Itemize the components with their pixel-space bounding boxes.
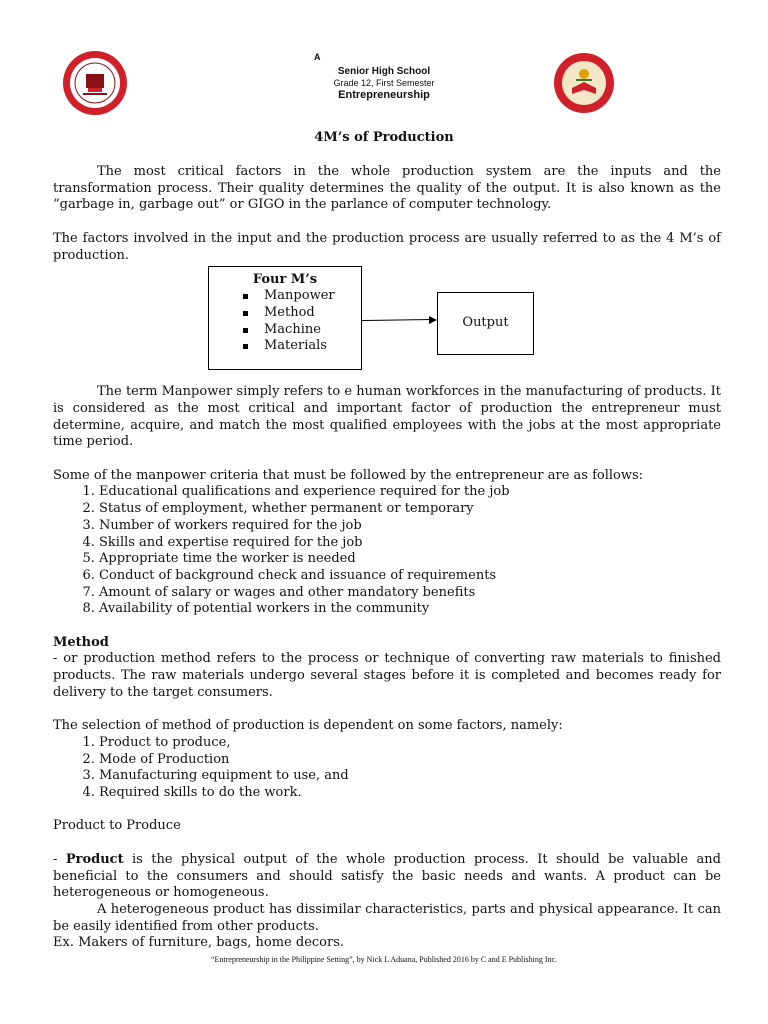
manpower-criteria-intro: Some of the manpower criteria that must be followed by the entrepreneur are as follows: bbox=[53, 467, 644, 483]
product-dash: - bbox=[53, 851, 66, 867]
method-heading: Method bbox=[53, 634, 109, 650]
product-example: Ex. Makers of furniture, bags, home decors. bbox=[53, 935, 345, 951]
method-factors-intro: The selection of method of production is dependent on some factors, namely: bbox=[53, 718, 563, 734]
method-factors-list bbox=[53, 735, 721, 802]
list-item: 1. Educational qualifications and experience required for the job bbox=[99, 484, 721, 501]
heterogeneous-paragraph: A heterogeneous product has dissimilar characteristics, parts and physical appearance. It can be easily identified from other products. bbox=[53, 901, 721, 934]
manpower-criteria-list bbox=[53, 484, 721, 618]
school-seal-left bbox=[50, 50, 140, 116]
list-item: 3. Manufacturing equipment to use, and bbox=[99, 768, 721, 785]
four-ms-box-title: Four M’s bbox=[252, 272, 318, 288]
list-item: 1. Product to produce, bbox=[99, 735, 721, 752]
list-item: 2. Status of employment, whether permanent or temporary bbox=[99, 501, 721, 518]
product-term: Product bbox=[65, 851, 124, 867]
four-ms-diagram bbox=[53, 264, 721, 384]
arrow-head-icon bbox=[429, 316, 437, 324]
list-item: 7. Amount of salary or wages and other mandatory benefits bbox=[99, 585, 721, 602]
header-mark: A bbox=[314, 52, 321, 62]
deped-seal-right bbox=[539, 50, 629, 116]
arrow-line bbox=[362, 319, 432, 321]
four-ms-item: Manpower bbox=[209, 288, 361, 305]
product-paragraph bbox=[53, 852, 721, 902]
manpower-paragraph: The term Manpower simply refers to e human workforces in the manufacturing of products. It is considered as the most critical and important factor of production the entrepreneur must determine, acquire, and match the most qualified employees with the jobs at the most appropriate time period. bbox=[53, 384, 721, 450]
four-ms-box bbox=[208, 266, 362, 370]
four-ms-item: Machine bbox=[209, 322, 361, 339]
list-item: 3. Number of workers required for the job bbox=[99, 518, 721, 535]
product-definition: is the physical output of the whole production process. It should be valuable and beneficial to the consumers and should satisfy the basic needs and wants. A product can be heterogeneous or homogeneous. bbox=[53, 851, 721, 901]
list-item: 6. Conduct of background check and issuance of requirements bbox=[99, 568, 721, 585]
list-item: 4. Required skills to do the work. bbox=[99, 785, 721, 802]
document-header bbox=[284, 52, 484, 101]
list-item: 2. Mode of Production bbox=[99, 752, 721, 769]
four-ms-item: Method bbox=[209, 305, 361, 322]
four-ms-item: Materials bbox=[209, 338, 361, 355]
page-title: 4M’s of Production bbox=[314, 130, 454, 145]
list-item: 8. Availability of potential workers in the community bbox=[99, 601, 721, 618]
document-body bbox=[53, 164, 721, 952]
intro-paragraph-1: The most critical factors in the whole production system are the inputs and the transformation process. Their quality determines the quality of the output. It is also known as the “garbage in, garbage out” or GIGO in the parlance of computer technology. bbox=[53, 164, 721, 213]
list-item: 4. Skills and expertise required for the job bbox=[99, 535, 721, 552]
method-paragraph: - or production method refers to the process or technique of converting raw materials to finished products. The raw materials undergo several stages before it is completed and becomes ready for delivery to the target consumers. bbox=[53, 651, 721, 700]
header-grade: Grade 12, First Semester bbox=[333, 78, 435, 88]
product-heading: Product to Produce bbox=[53, 818, 181, 834]
list-item: 5. Appropriate time the worker is needed bbox=[99, 551, 721, 568]
output-box: Output bbox=[437, 292, 534, 355]
header-school: Senior High School bbox=[337, 66, 431, 77]
intro-paragraph-2: The factors involved in the input and the production process are usually referred to as the 4 M’s of production. bbox=[53, 230, 721, 263]
header-subject: Entrepreneurship bbox=[338, 89, 430, 101]
citation-footer: “Entrepreneurship in the Philippine Setting”, by Nick L Aduana, Published 2016 by C and E Publishing Inc. bbox=[210, 955, 558, 964]
